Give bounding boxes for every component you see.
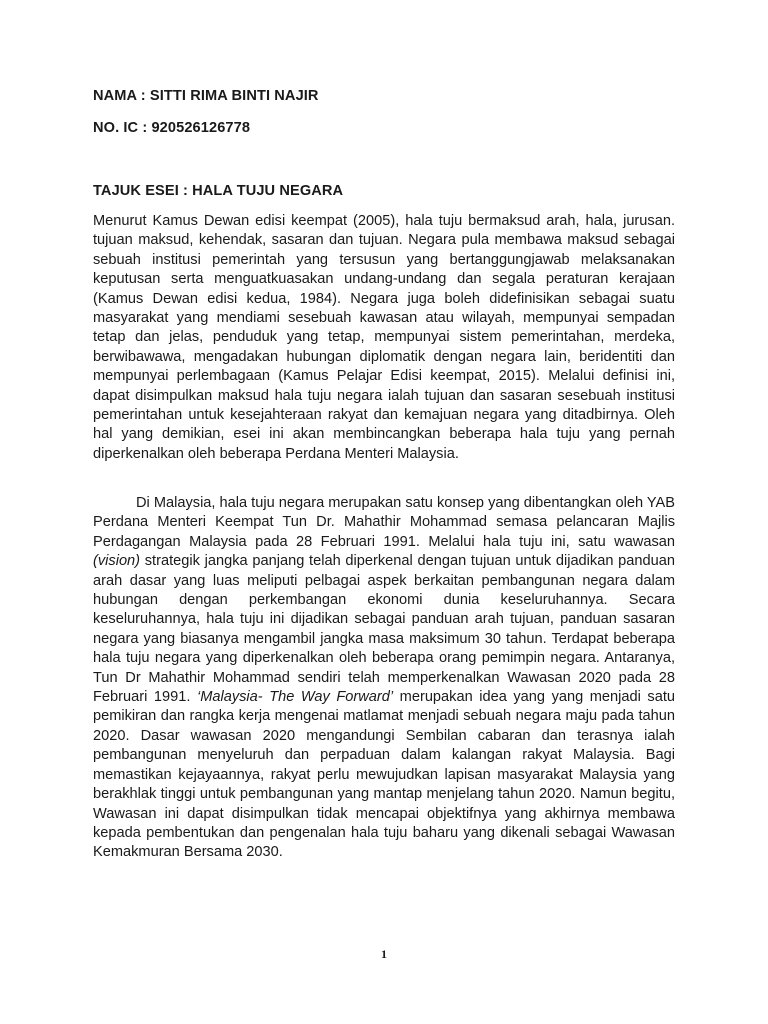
paragraph-2	[93, 494, 675, 863]
paragraph-2-part-2: strategik jangka panjang telah diperkenal dengan tujuan untuk dijadikan panduan arah dasar yang luas meliputi pelbagai aspek berkaitan pembangunan negara dalam hubungan dengan perkembangan ekonomi dunia keseluruhannya. Secara keseluruhannya, hala tuju ini dijadikan sebagai panduan arah tujuan, panduan sasaran negara yang biasanya mengambil jangka masa maksimum 30 tahun. Terdapat beberapa hala tuju negara yang diperkenalkan oleh beberapa orang pemimpin negara. Antaranya, Tun Dr Mahathir Mohammad sendiri telah memperkenalkan Wawasan 2020 pada 28 Februari 1991.	[93, 553, 675, 706]
essay-title: TAJUK ESEI : HALA TUJU NEGARA	[93, 183, 344, 199]
vision-term: (vision)	[93, 553, 141, 570]
ic-number: NO. IC : 920526126778	[93, 120, 251, 136]
student-name: NAMA : SITTI RIMA BINTI NAJIR	[93, 88, 319, 104]
page-number: 1	[381, 947, 387, 961]
paragraph-1: Menurut Kamus Dewan edisi keempat (2005), hala tuju bermaksud arah, hala, jurusan. tujuan maksud, kehendak, sasaran dan tujuan. Negara pula membawa maksud sebagai sebuah institusi pemerintah yang tersusun yang bertanggungjawab melaksanakan keputusan serta menguatkuasakan undang-undang dan segala peraturan kerajaan (Kamus Dewan edisi kedua, 1984). Negara juga boleh didefinisikan sebagai suatu masyarakat yang mendiami sesebuah kawasan atau wilayah, mempunyai sempadan tetap dan jelas, penduduk yang tetap, mempunyai sistem pemerintahan, merdeka, berwibawawa, mengadakan hubungan diplomatik dengan negara lain, beridentiti dan mempunyai perlembagaan (Kamus Pelajar Edisi keempat, 2015). Melalui definisi ini, dapat disimpulkan maksud hala tuju negara ialah tujuan dan sasaran sesebuah institusi pemerintahan untuk kesejahteraan rakyat dan kemajuan negara yang ditadbirnya. Oleh hal yang demikian, esei ini akan membincangkan beberapa hala tuju yang pernah diperkenalkan oleh beberapa Perdana Menteri Malaysia.	[93, 213, 675, 462]
way-forward-quote: ‘Malaysia- The Way Forward’	[196, 689, 394, 706]
paragraph-2-part-3: merupakan idea yang yang menjadi satu pemikiran dan rangka kerja mengenai matlamat menjadi sebuah negara maju pada tahun 2020. Dasar wawasan 2020 mengandungi Sembilan cabaran dan terasnya ialah pembangunan menyeluruh dan perpaduan dalam kalangan rakyat Malaysia. Bagi memastikan kejayaannya, rakyat perlu mewujudkan lapisan masyarakat Malaysia yang berakhlak tinggi untuk pembangunan yang mantap menjelang tahun 2020. Namun begitu, Wawasan ini dapat disimpulkan tidak mencapai objektifnya yang akhirnya membawa kepada pembentukan dan pengenalan hala tuju baharu yang dikenali sebagai Wawasan Kemakmuran Bersama 2030.	[93, 689, 676, 861]
paragraph-2-part-1: Di Malaysia, hala tuju negara merupakan satu konsep yang dibentangkan oleh YAB Perdana Menteri Keempat Tun Dr. Mahathir Mohammad semasa pelancaran Majlis Perdagangan Malaysia pada 28 Februari 1991. Melalui hala tuju ini, satu wawasan	[93, 495, 675, 550]
